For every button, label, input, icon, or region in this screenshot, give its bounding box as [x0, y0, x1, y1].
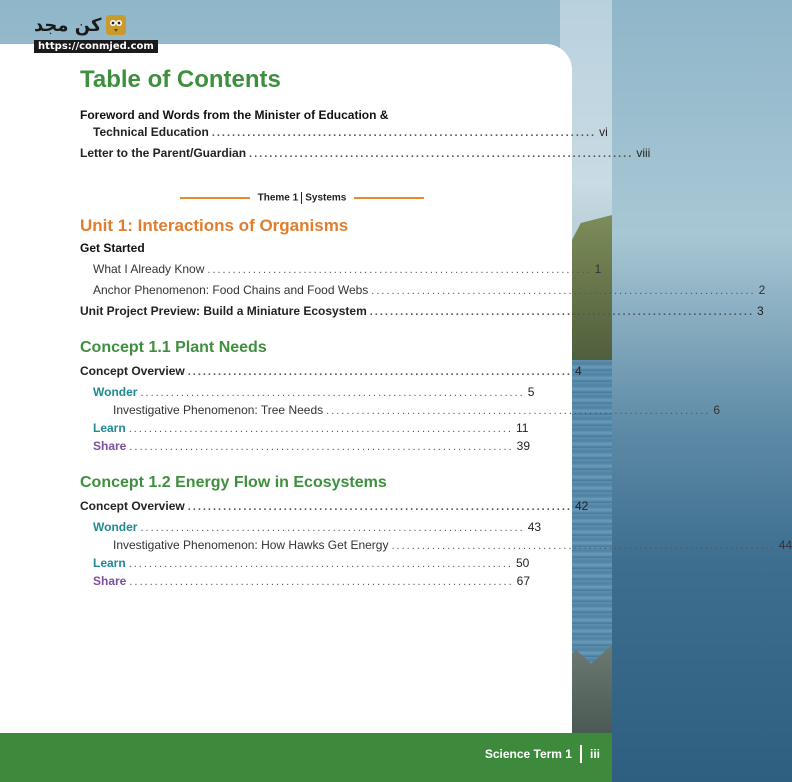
toc-page-number: 11 — [515, 421, 529, 435]
toc-entry-label: Wonder — [93, 385, 138, 399]
toc-entry-concept-overview[interactable] — [80, 499, 589, 513]
toc-entry[interactable] — [93, 283, 766, 297]
toc-entry-share[interactable] — [93, 574, 530, 588]
logo-arabic-text: كن مجد — [34, 14, 102, 36]
toc-page-number: 50 — [515, 556, 530, 570]
divider-rule — [180, 197, 250, 199]
toc-entry-foreword[interactable] — [93, 125, 608, 139]
toc-foreword-line2: Technical Education — [93, 125, 209, 139]
leader-dots: ............................................................................ — [129, 441, 514, 453]
toc-page-number: 5 — [527, 385, 535, 399]
toc-page-number: 2 — [758, 283, 766, 297]
toc-page-number: 44 — [778, 538, 792, 552]
concept-1-1-title[interactable]: Concept 1.1 Plant Needs — [80, 339, 267, 356]
toc-page-number: 4 — [574, 364, 582, 378]
toc-page-number: 43 — [527, 520, 542, 534]
toc-page-number: viii — [636, 146, 651, 160]
leader-dots: ............................................................................ — [211, 127, 597, 139]
toc-entry-wonder[interactable] — [93, 385, 535, 399]
toc-page-number: 6 — [713, 403, 721, 417]
toc-entry-label: Wonder — [93, 520, 138, 534]
toc-page-number: 1 — [594, 262, 602, 276]
toc-entry-wonder[interactable] — [93, 520, 542, 534]
toc-entry-label: Investigative Phenomenon: How Hawks Get Energy — [113, 538, 389, 552]
toc-page-number: 3 — [757, 304, 764, 318]
owl-icon — [105, 14, 127, 36]
toc-entry[interactable] — [93, 262, 602, 276]
toc-entry-label: Share — [93, 439, 127, 453]
book-title: Science Term 1 — [484, 747, 572, 761]
toc-entry-label: Concept Overview — [80, 364, 185, 378]
leader-dots: ............................................................................ — [140, 522, 525, 534]
toc-entry-unit-project[interactable] — [80, 304, 764, 318]
toc-entry-share[interactable] — [93, 439, 530, 453]
toc-entry-label: Letter to the Parent/Guardian — [80, 146, 247, 160]
toc-page-number: 42 — [574, 499, 589, 513]
theme-label: Theme 1 Systems — [257, 192, 347, 204]
theme-divider — [180, 192, 424, 204]
leader-dots: ............................................................................ — [207, 264, 592, 276]
toc-entry-label: Learn — [93, 421, 126, 435]
toc-entry-label: What I Already Know — [93, 262, 205, 276]
toc-entry-label: Share — [93, 574, 127, 588]
toc-page-number: vi — [599, 125, 608, 139]
site-logo[interactable] — [34, 14, 154, 60]
concept-1-2-title[interactable]: Concept 1.2 Energy Flow in Ecosystems — [80, 474, 387, 491]
toc-entry-letter[interactable] — [80, 146, 651, 160]
toc-entry-learn[interactable] — [93, 421, 529, 435]
toc-foreword-line1[interactable]: Foreword and Words from the Minister of Education & — [80, 108, 389, 122]
leader-dots: ............................................................................ — [187, 501, 572, 513]
leader-dots: ............................................................................ — [140, 387, 525, 399]
leader-dots: ............................................................................ — [369, 306, 755, 318]
toc-entry-phenomenon[interactable] — [113, 403, 721, 417]
page-number: iii — [589, 747, 600, 761]
leader-dots: ............................................................................ — [129, 576, 514, 588]
footer-label — [485, 745, 600, 763]
leader-dots: ............................................................................ — [187, 366, 572, 378]
leader-dots: ............................................................................ — [128, 558, 513, 570]
unit-title[interactable]: Unit 1: Interactions of Organisms — [80, 216, 349, 235]
toc-entry-label: Learn — [93, 556, 126, 570]
toc-page-number: 67 — [516, 574, 530, 588]
leader-dots: ............................................................................ — [128, 423, 513, 435]
toc-entry-label: Anchor Phenomenon: Food Chains and Food Webs — [93, 283, 369, 297]
toc-entry-label: Unit Project Preview: Build a Miniature Ecosystem — [80, 304, 367, 318]
toc-page-number: 39 — [516, 439, 530, 453]
divider-rule — [354, 197, 424, 199]
toc-entry-label: Concept Overview — [80, 499, 185, 513]
toc-entry-learn[interactable] — [93, 556, 530, 570]
leader-dots: ............................................................................ — [249, 148, 634, 160]
leader-dots: ............................................................................ — [371, 285, 756, 297]
toc-entry-phenomenon[interactable] — [113, 538, 792, 552]
toc-entry-label: Investigative Phenomenon: Tree Needs — [113, 403, 324, 417]
logo-url[interactable]: https://conmjed.com — [34, 40, 158, 53]
leader-dots: ............................................................................ — [326, 405, 711, 417]
get-started-heading[interactable]: Get Started — [80, 241, 145, 255]
page-title: Table of Contents — [80, 66, 281, 93]
leader-dots: ............................................................................ — [391, 540, 776, 552]
toc-entry-concept-overview[interactable] — [80, 364, 582, 378]
footer-divider — [580, 745, 582, 763]
